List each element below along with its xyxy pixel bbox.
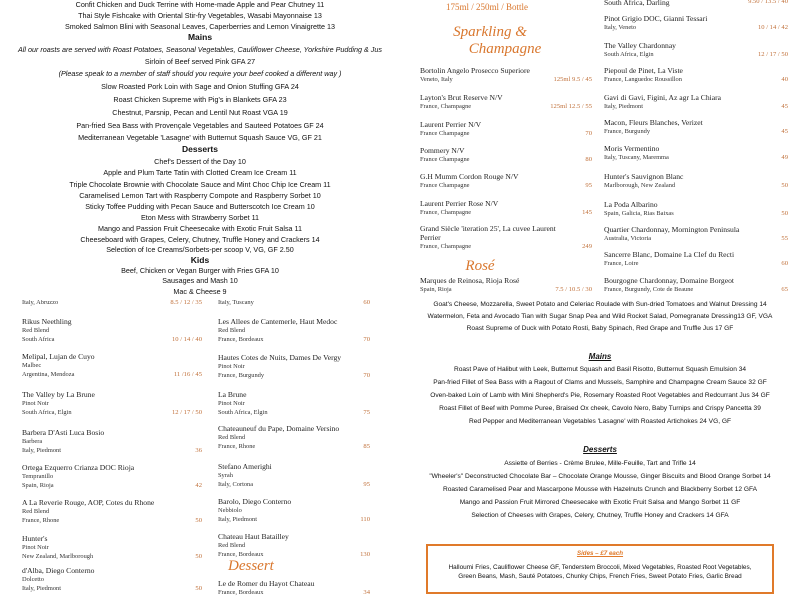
wine-name: Grand Siècle 'iteration 25', La cuvee Laurent — [420, 224, 556, 233]
wine-name: La Poda Albarino — [604, 200, 658, 209]
menu-line: All our roasts are served with Roast Potatoes, Seasonal Vegetables, Cauliflower Cheese, Yorkshire Pudding & Jus — [18, 45, 382, 54]
wine-grape: Red Blend — [218, 434, 246, 441]
wine-name: Melipal, Lujan de Cuyo — [22, 352, 95, 361]
wine-region: France, Rhone — [22, 517, 60, 524]
menu-line: Roast Chicken Supreme with Pig's in Blankets GFA 23 — [113, 95, 287, 104]
wine-grape: Tempranillo — [22, 473, 54, 480]
menu-line: Sticky Toffee Pudding with Pecan Sauce and Butterscotch Ice Cream 10 — [85, 202, 315, 211]
wine-region: Marlborough, New Zealand — [604, 182, 676, 189]
wine-name: Bortolin Angelo Prosecco Superiore — [420, 66, 530, 75]
wine-region: France, Rhone — [218, 443, 256, 450]
wine-price: 50 — [195, 517, 202, 524]
food-menu-bottom-right — [400, 300, 800, 600]
sides-line-1: Halloumi Fries, Cauliflower Cheese GF, Tenderstem Broccoli, Mixed Vegetables, Roasted Root Vegetables, — [448, 564, 752, 571]
section-heading: Mains — [588, 352, 612, 361]
wine-name: Chateauneuf du Pape, Domaine Versino — [218, 424, 340, 433]
sparkling-title-line2: Champagne — [468, 41, 542, 57]
wine-region: France, Languedoc Roussillon — [604, 76, 682, 83]
menu-line: Roast Supreme of Duck with Potato Rosti, Baby Spinach, Red Grape and Truffle Jus 17 GF — [466, 325, 734, 332]
wine-region: France, Bordeaux — [218, 589, 264, 596]
wine-price: 11 /16 / 45 — [173, 371, 202, 378]
wine-price: 130 — [360, 551, 370, 558]
wine-price: 70 — [585, 130, 592, 137]
wine-region: France, Champagne — [420, 209, 472, 216]
menu-line: Triple Chocolate Brownie with Chocolate Sauce and Mint Choc Chip Ice Cream 11 — [69, 180, 331, 189]
wine-region: Spain, Rioja — [22, 482, 54, 489]
menu-line: Thai Style Fishcake with Oriental Stir-fry Vegetables, Wasabi Mayonnaise 13 — [78, 11, 322, 20]
wine-region: Italy, Piedmont — [22, 585, 61, 592]
menu-line: Roast Pave of Halibut with Leek, Butternut Squash and Basil Risotto, Butternut Squash Emulsion 34 — [453, 366, 747, 373]
wine-region: South Africa, Elgin — [604, 51, 654, 58]
wine-region: France, Bordeaux — [218, 551, 264, 558]
menu-line: Eton Mess with Strawberry Sorbet 11 — [140, 213, 260, 222]
wine-name-cont: Perrier — [420, 233, 441, 242]
wine-grape: Malbec — [22, 362, 42, 369]
wine-name: Hunter's — [22, 534, 48, 543]
wine-price: 8.5 / 12 / 35 — [170, 300, 202, 306]
wine-name: Chateau Haut Batailley — [218, 532, 289, 541]
wine-region: Argentina, Mendoza — [22, 371, 75, 378]
wine-region: Australia, Victoria — [604, 235, 652, 242]
wine-name: The Valley by La Brune — [22, 390, 95, 399]
wine-grape: Pinot Noir — [218, 400, 245, 407]
wine-region: France, Loire — [604, 260, 639, 267]
wine-name: Sancerre Blanc, Domaine La Clef du Recti — [604, 250, 735, 259]
wine-grape: Pinot Noir — [218, 363, 245, 370]
menu-line: Pan-fried Sea Bass with Provençale Vegetables and Sauteed Potatoes GF 24 — [76, 121, 324, 130]
section-heading: Mains — [187, 32, 213, 42]
wine-name: Pinot Grigio DOC, Gianni Tessari — [604, 14, 708, 23]
wine-price: 125ml 12.5 / 55 — [550, 103, 592, 110]
menu-line: Slow Roasted Pork Loin with Sage and Onion Stuffing GFA 24 — [101, 82, 299, 91]
wine-region: Italy, Piedmont — [218, 516, 257, 523]
wine-price: 60 — [781, 260, 788, 267]
menu-line: Cheeseboard with Grapes, Celery, Chutney, Truffle Honey and Crackers 14 — [80, 235, 320, 244]
menu-line: "Wheeler's" Deconstructed Chocolate Bar – Chocolate Orange Mousse, Ginger Biscuits and Blood Orange Sorbet 14 — [429, 473, 771, 480]
wine-name: Stefano Amerighi — [218, 462, 272, 471]
menu-line: Mango and Passion Fruit Cheesecake with Exotic Fruit Salsa 11 — [97, 224, 302, 233]
section-heading: Kids — [190, 255, 210, 265]
menu-line: Roasted Caramelised Pear and Mascarpone Mousse with Hazelnuts Crunch and Blackberry Sorbet 12 GFA — [442, 486, 758, 493]
rose-title: Rosé — [465, 258, 495, 274]
wine-price: 45 — [781, 128, 788, 135]
wine-price: 50 — [781, 210, 788, 217]
wine-name: Ortega Ezquerro Crianza DOC Rioja — [22, 463, 135, 472]
wine-price: 75 — [363, 409, 370, 416]
wine-name: G.H Mumm Cordon Rouge N/V — [420, 172, 519, 181]
wine-region: South Africa — [22, 336, 55, 343]
wine-region: Italy, Tuscany — [218, 300, 254, 306]
wine-price: 70 — [363, 372, 370, 379]
wine-price: 12 / 17 / 50 — [757, 51, 788, 58]
wine-region: France Champagne — [420, 182, 470, 189]
wine-name: The Valley Chardonnay — [604, 41, 676, 50]
wine-price: 40 — [781, 76, 788, 83]
wine-grape: Syrah — [218, 472, 233, 479]
wine-grape: Red Blend — [218, 542, 246, 549]
wine-price: 36 — [195, 447, 202, 454]
wine-name: Les Allees de Cantemerle, Haut Medoc — [218, 317, 338, 326]
wine-list-bottom-left — [0, 300, 400, 600]
wine-region: France, Burgundy — [218, 372, 265, 379]
menu-line: Mango and Passion Fruit Mirrored Cheesecake with Exotic Fruit Salsa and Mango Sorbet 11 GF — [459, 499, 741, 506]
wine-region: Italy, Piedmont — [604, 103, 643, 110]
menu-line: Watermelon, Feta and Avocado Tian with Sugar Snap Pea and Wild Rocket Salad, Pomegranate Dressing13 GF, VGA — [427, 313, 773, 320]
wine-price: 50 — [195, 585, 202, 592]
menu-line: Beef, Chicken or Vegan Burger with Fries GFA 10 — [121, 266, 279, 275]
wine-price: 249 — [582, 243, 592, 250]
wine-list-top-right — [400, 0, 800, 300]
wine-region: France, Burgundy — [604, 128, 651, 135]
wine-region: Italy, Cortona — [218, 481, 254, 488]
menu-line: Goat's Cheese, Mozzarella, Sweet Potato and Celeriac Roulade with Sun-dried Tomatoes and Walnut Dressing 14 — [433, 301, 767, 308]
sparkling-title-line1: Sparkling & — [453, 24, 527, 40]
wine-region: France Champagne — [420, 156, 470, 163]
wine-region: New Zealand, Marlborough — [22, 553, 94, 560]
wine-region: Italy, Veneto — [604, 24, 637, 31]
wine-name: Piepoul de Pinet, La Viste — [604, 66, 683, 75]
wine-region: Spain, Galicia, Rias Baixas — [604, 210, 674, 217]
wine-region: Italy, Tuscany, Maremma — [604, 154, 669, 161]
wine-grape: Barbera — [22, 438, 43, 445]
wine-name: Pommery N/V — [420, 146, 465, 155]
wine-price: 34 — [363, 589, 370, 596]
wine-name: d'Alba, Diego Conterno — [22, 566, 95, 575]
menu-line: Confit Chicken and Duck Terrine with Home-made Apple and Pear Chutney 11 — [75, 0, 325, 9]
wine-region: South Africa, Elgin — [22, 409, 72, 416]
wine-grape: Dolcetto — [22, 576, 45, 583]
wine-name: Moris Vermentino — [604, 144, 660, 153]
menu-line: (Please speak to a member of staff should you require your beef cooked a different way ) — [58, 69, 342, 78]
wine-price: 12 / 17 / 50 — [171, 409, 202, 416]
wine-grape: Red Blend — [22, 508, 50, 515]
food-menu-top-left — [0, 0, 400, 300]
menu-line: Pan-fried Fillet of Sea Bass with a Ragout of Clams and Mussels, Samphire and Champagne Cream Sauce 32 GF — [433, 379, 767, 386]
wine-price: 80 — [585, 156, 592, 163]
wine-price: 70 — [363, 336, 370, 343]
wine-price: 7.5 / 10.5 / 30 — [555, 286, 592, 293]
wine-grape: Pinot Noir — [22, 400, 49, 407]
menu-line: Selection of Ice Creams/Sorbets-per scoop V, VG, GF 2.50 — [106, 245, 294, 254]
wine-region: Italy, Piedmont — [22, 447, 61, 454]
wine-grape: Red Blend — [22, 327, 50, 334]
wine-price: 10 / 14 / 40 — [171, 336, 202, 343]
wine-price: 65 — [781, 286, 788, 293]
menu-line: Smoked Salmon Blini with Seasonal Leaves, Caperberries and Lemon Vinaigrette 13 — [65, 22, 335, 31]
wine-price: 49 — [781, 154, 788, 161]
wine-name: Barolo, Diego Conterno — [218, 497, 292, 506]
wine-price: 42 — [195, 482, 202, 489]
wine-name: Rikus Neethling — [22, 317, 72, 326]
wine-region: France, Champagne — [420, 243, 472, 250]
wine-price: 145 — [582, 209, 592, 216]
wine-name: Bourgogne Chardonnay, Domaine Borgeot — [604, 276, 734, 285]
wine-region: France, Champagne — [420, 103, 472, 110]
wine-name: South Africa, Darling — [604, 0, 670, 7]
wine-price: 50 — [781, 182, 788, 189]
wine-price: 55 — [781, 235, 788, 242]
wine-price: 9.50 / 13.5 / 40 — [748, 0, 788, 5]
menu-line: Apple and Plum Tarte Tatin with Clotted Cream Ice Cream 11 — [103, 168, 297, 177]
wine-name: Laurent Perrier Rose N/V — [420, 199, 499, 208]
wine-name: Layton's Brut Reserve N/V — [420, 93, 503, 102]
sides-title: Sides – £7 each — [576, 550, 624, 557]
wine-price: 10 / 14 / 42 — [757, 24, 788, 31]
wine-region: France, Burgundy, Cote de Beaune — [604, 286, 694, 293]
wine-region: France, Bordeaux — [218, 336, 264, 343]
wine-name: Laurent Perrier N/V — [420, 120, 482, 129]
menu-line: Chef's Dessert of the Day 10 — [154, 157, 246, 166]
wine-grape: Red Blend — [218, 327, 246, 334]
menu-line: Sirloin of Beef served Pink GFA 27 — [144, 57, 256, 66]
menu-line: Red Pepper and Mediterranean Vegetables 'Lasagne' with Roasted Artichokes 24 VG, GF — [468, 418, 732, 425]
menu-line: Chestnut, Parsnip, Pecan and Lentil Nut Roast VGA 19 — [112, 108, 288, 117]
wine-name: Marques de Reinosa, Rioja Rosé — [420, 276, 520, 285]
wine-price: 45 — [781, 103, 788, 110]
menu-line: Mac & Cheese 9 — [173, 287, 227, 296]
dessert-wine-title: Dessert — [228, 558, 274, 574]
wine-price: 85 — [363, 443, 370, 450]
wine-name: Gavi di Gavi, Figini, Az agr La Chiara — [604, 93, 722, 102]
wine-region: Italy, Abruzzo — [22, 300, 59, 306]
menu-line: Mediterranean Vegetable 'Lasagne' with Butternut Squash Sauce VG, GF 21 — [78, 133, 322, 142]
glass-size-header: 175ml / 250ml / Bottle — [446, 2, 529, 12]
wine-price: 95 — [585, 182, 592, 189]
wine-name: Barbera D'Asti Luca Bosio — [22, 428, 105, 437]
wine-price: 60 — [363, 300, 370, 306]
menu-line: Assiette of Berries - Crème Brulee, Mille-Feuille, Tart and Trifle 14 — [504, 460, 696, 467]
wine-grape: Pinot Noir — [22, 544, 49, 551]
wine-price: 95 — [363, 481, 370, 488]
wine-name: A La Reverie Rouge, AOP, Cotes du Rhone — [22, 498, 155, 507]
menu-line: Caramelised Lemon Tart with Raspberry Compote and Raspberry Sorbet 10 — [79, 191, 321, 200]
wine-price: 50 — [195, 553, 202, 560]
section-heading: Desserts — [583, 445, 617, 454]
wine-region: South Africa, Elgin — [218, 409, 268, 416]
wine-price: 125ml 9.5 / 45 — [553, 76, 592, 83]
sides-line-2: Green Beans, Mash, Sauté Potatoes, Chunky Chips, French Fries, Sweet Potato Fries, Garlic Bread — [458, 573, 742, 580]
section-heading: Desserts — [182, 144, 218, 154]
wine-region: Veneto, Italy — [420, 76, 453, 83]
wine-region: Spain, Rioja — [420, 286, 452, 293]
wine-name: Le de Romer du Hayot Chateau — [218, 579, 315, 588]
wine-name: Macon, Fleurs Blanches, Verizet — [604, 118, 703, 127]
wine-name: Quartier Chardonnay, Mornington Peninsula — [604, 225, 740, 234]
wine-region: France Champagne — [420, 130, 470, 137]
menu-line: Sausages and Mash 10 — [162, 276, 238, 285]
wine-grape: Nebbiolo — [218, 507, 242, 514]
wine-name: Hunter's Sauvignon Blanc — [604, 172, 684, 181]
wine-name: La Brune — [218, 390, 247, 399]
menu-line: Roast Fillet of Beef with Pomme Puree, Braised Ox cheek, Cavolo Nero, Baby Turnips and Crispy Pancetta 39 — [439, 405, 761, 412]
wine-price: 110 — [360, 516, 370, 523]
sides-box — [426, 544, 774, 594]
menu-line: Oven-baked Loin of Lamb with Mini Shepherd's Pie, Rosemary Roasted Root Vegetables and Redcurrant Jus 34 GF — [430, 392, 770, 399]
wine-name: Hautes Cotes de Nuits, Dames De Vergy — [218, 353, 342, 362]
menu-line: Selection of Cheeses with Grapes, Celery, Chutney, Truffle Honey and Crackers 14 GFA — [471, 512, 729, 519]
